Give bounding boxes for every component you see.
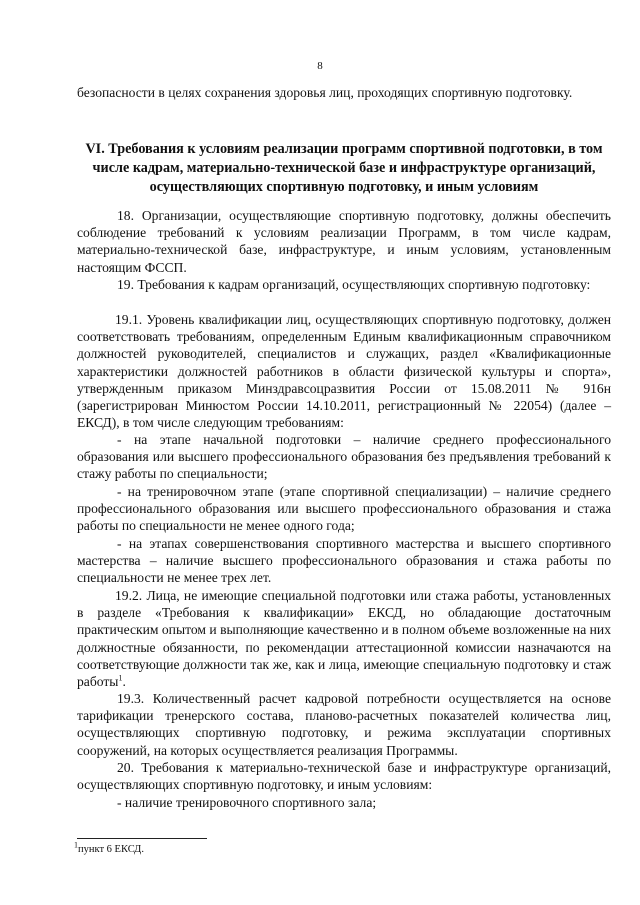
paragraph-20: 20. Требования к материально-технической базе и инфраструктуре организаций, осуществляющих спортивную подготовку, и иным условиям:: [77, 760, 611, 793]
footnote-text: пункт 6 ЕКСД.: [78, 844, 144, 855]
continuation-paragraph: безопасности в целях сохранения здоровья лиц, проходящих спортивную подготовку.: [77, 85, 573, 100]
bullet-excellence-stage: - на этапах совершенствования спортивного мастерства и высшего спортивного мастерства – наличие высшего профессионального образования и стажа работы по специальности не менее трех лет.: [77, 536, 611, 586]
paragraph-19-2-text: 19.2. Лица, не имеющие специальной подготовки или стажа работы, установленных в разделе «Требования к квалификации» ЕКСД, но обладающие достаточным практическим опытом и выполняющие качественно и в полном объеме возложенные на них должностные обязанности, по рекомендации аттестационной комиссии назначаются на соответствующие должности так же, как и лица, имеющие специальную подготовку и стаж работы: [77, 588, 611, 690]
bullet-training-stage: - на тренировочном этапе (этапе спортивной специализации) – наличие среднего профессионального образования или высшего профессионального образования и стажа работы по специальности не менее одного года;: [77, 484, 611, 534]
page-number: 8: [317, 60, 323, 72]
paragraph-20-bullet: - наличие тренировочного спортивного зала;: [117, 795, 377, 810]
paragraph-19-2: [77, 587, 611, 690]
footnote-reference: 1: [118, 673, 123, 683]
footnote-divider: [77, 838, 207, 839]
paragraph-19-2-end: .: [122, 674, 126, 690]
section-heading: VI. Требования к условиям реализации программ спортивной подготовки, в том числе кадрам, материально-технической базе и инфраструктуре организаций, осуществляющих спортивную подготовку, и иным условиям: [85, 141, 603, 195]
bullet-initial-stage: - на этапе начальной подготовки – наличие среднего профессионального образования или высшего профессионального образования без предъявления требований к стажу работы по специальности;: [77, 432, 611, 482]
paragraph-18: 18. Организации, осуществляющие спортивную подготовку, должны обеспечить соблюдение требований к условиям реализации Программ, в том числе кадрам, материально-технической базе, инфраструктуре, и иным условиям, установленным настоящим ФССП.: [77, 208, 611, 275]
footnote-mark: 1: [74, 840, 78, 850]
paragraph-19: 19. Требования к кадрам организаций, осуществляющих спортивную подготовку:: [117, 277, 591, 292]
footnote: [74, 840, 144, 856]
paragraph-19-3: 19.3. Количественный расчет кадровой потребности осуществляется на основе тарификации тренерского состава, планово-расчетных показателей количества лиц, осуществляющих спортивную подготовку, и режима эксплуатации спортивных сооружений, на которых осуществляется реализация Программы.: [77, 691, 611, 758]
paragraph-19-1: 19.1. Уровень квалификации лиц, осуществляющих спортивную подготовку, должен соответствовать требованиям, определенным Единым квалификационным справочником должностей руководителей, специалистов и служащих, раздел «Квалификационные характеристики должностей работников в области физической культуры и спорта», утвержденным приказом Минздравсоцразвития России от 15.08.2011 № 916н (зарегистрирован Минюстом России 14.10.2011, регистрационный № 22054) (далее – ЕКСД), в том числе следующим требованиям:: [77, 312, 611, 431]
